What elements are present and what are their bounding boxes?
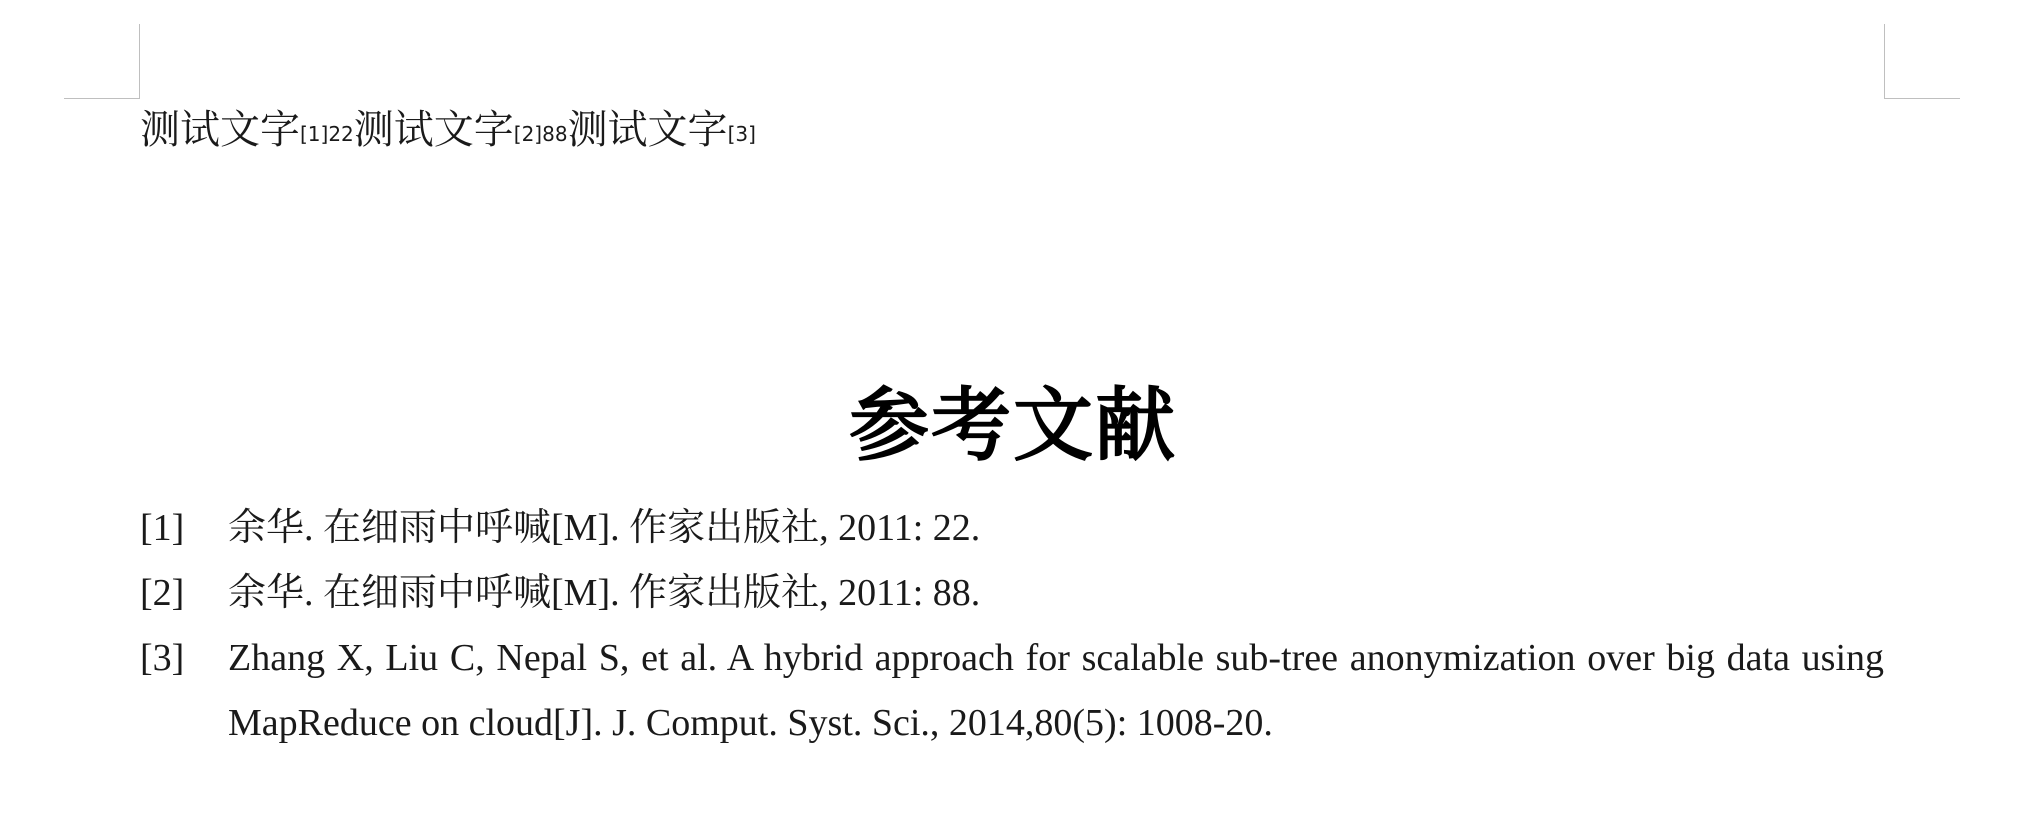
reference-number: [1] xyxy=(140,507,185,549)
crop-mark-top-right-vertical xyxy=(1884,24,1885,99)
reference-list xyxy=(140,496,1884,756)
citation-superscript[interactable]: [2]88 xyxy=(513,122,568,146)
body-text-segment[interactable]: 测试文字 xyxy=(140,107,300,153)
reference-text[interactable]: Zhang X, Liu C, Nepal S, et al. A hybrid approach for scalable sub-tree anonymization over big data using MapReduce on cloud[J]. J. Comput. Syst. Sci., 2014,80(5): 1008-20. xyxy=(228,637,1884,744)
body-text-line[interactable] xyxy=(140,100,756,160)
body-text-segment[interactable]: 测试文字 xyxy=(353,107,514,153)
citation-superscript[interactable]: [3] xyxy=(727,122,756,146)
reference-text[interactable]: 余华. 在细雨中呼喊[M]. 作家出版社, 2011: 22. xyxy=(228,507,981,549)
reference-text[interactable]: 余华. 在细雨中呼喊[M]. 作家出版社, 2011: 88. xyxy=(228,572,981,614)
body-text-segment[interactable]: 测试文字 xyxy=(567,107,728,153)
reference-number: [2] xyxy=(140,572,185,614)
reference-number: [3] xyxy=(140,637,185,679)
crop-mark-top-left-horizontal xyxy=(64,98,140,99)
references-heading[interactable]: 参考文献 xyxy=(849,378,1177,472)
reference-entry[interactable] xyxy=(140,496,1884,561)
reference-entry[interactable] xyxy=(140,561,1884,626)
citation-superscript[interactable]: [1]22 xyxy=(300,122,354,146)
crop-mark-top-right-horizontal xyxy=(1884,98,1960,99)
reference-entry[interactable] xyxy=(140,626,1884,756)
crop-mark-top-left-vertical xyxy=(139,24,140,99)
